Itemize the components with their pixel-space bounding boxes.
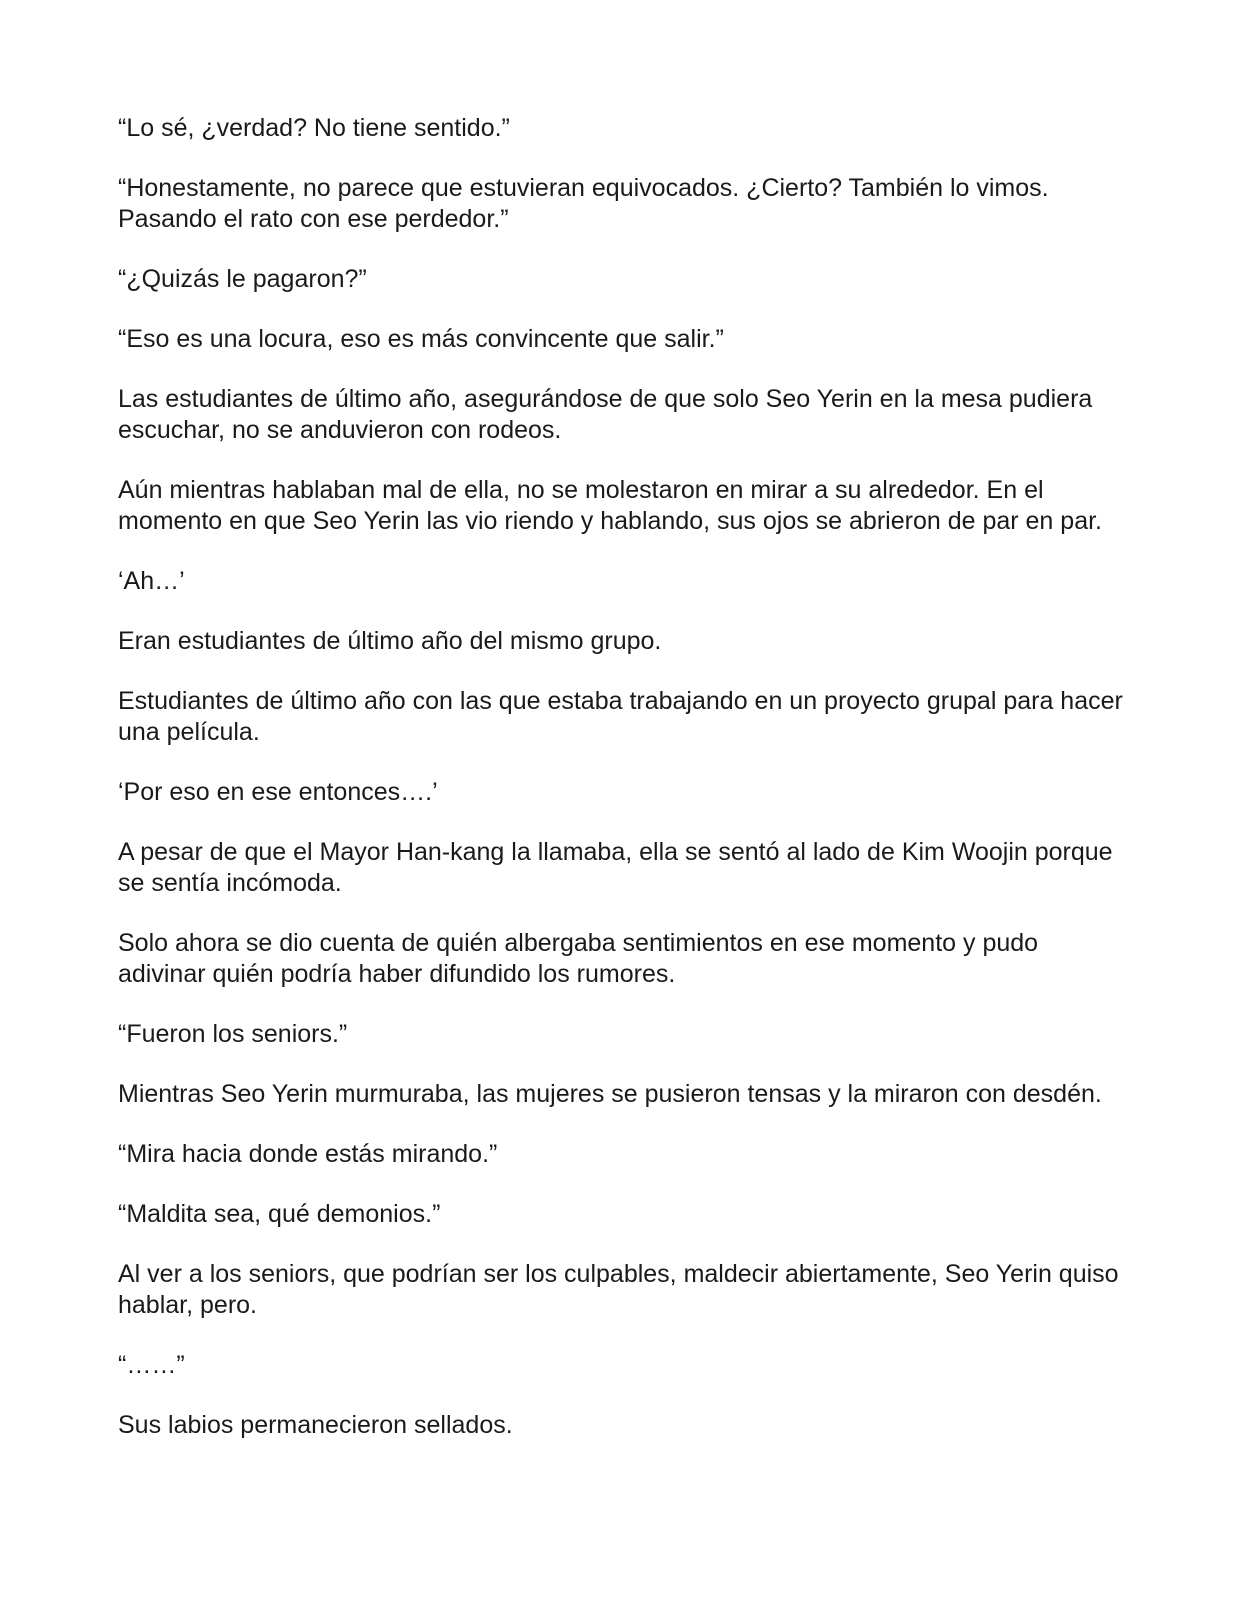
paragraph: Mientras Seo Yerin murmuraba, las mujeres se pusieron tensas y la miraron con desdén. <box>118 1080 1102 1108</box>
paragraph: A pesar de que el Mayor Han-kang la llamaba, ella se sentó al lado de Kim Woojin porque se sentía incómoda. <box>118 838 1113 897</box>
paragraph: Solo ahora se dio cuenta de quién albergaba sentimientos en ese momento y pudo adivinar quién podría haber difundido los rumores. <box>118 929 1039 988</box>
paragraph: Las estudiantes de último año, asegurándose de que solo Seo Yerin en la mesa pudiera escuchar, no se anduvieron con rodeos. <box>118 385 1093 444</box>
paragraph: Sus labios permanecieron sellados. <box>118 1411 513 1439</box>
paragraph: Al ver a los seniors, que podrían ser los culpables, maldecir abiertamente, Seo Yerin quiso hablar, pero. <box>118 1260 1119 1319</box>
paragraph: “……” <box>118 1351 185 1379</box>
paragraph: “Mira hacia donde estás mirando.” <box>118 1140 498 1168</box>
paragraph: Estudiantes de último año con las que estaba trabajando en un proyecto grupal para hacer una película. <box>118 687 1123 746</box>
paragraph: “Lo sé, ¿verdad? No tiene sentido.” <box>118 114 510 142</box>
document-body <box>118 113 1128 1470</box>
paragraph: Eran estudiantes de último año del mismo grupo. <box>118 627 662 655</box>
paragraph: “Maldita sea, qué demonios.” <box>118 1200 441 1228</box>
paragraph: “Fueron los seniors.” <box>118 1020 348 1048</box>
paragraph: “Honestamente, no parece que estuvieran equivocados. ¿Cierto? También lo vimos. Pasando el rato con ese perdedor.” <box>118 174 1049 233</box>
paragraph: Aún mientras hablaban mal de ella, no se molestaron en mirar a su alrededor. En el momento en que Seo Yerin las vio riendo y hablando, sus ojos se abrieron de par en par. <box>118 476 1102 535</box>
paragraph: ‘Por eso en ese entonces….’ <box>118 778 438 806</box>
paragraph: “Eso es una locura, eso es más convincente que salir.” <box>118 325 724 353</box>
paragraph: ‘Ah…’ <box>118 567 185 595</box>
paragraph: “¿Quizás le pagaron?” <box>118 265 367 293</box>
